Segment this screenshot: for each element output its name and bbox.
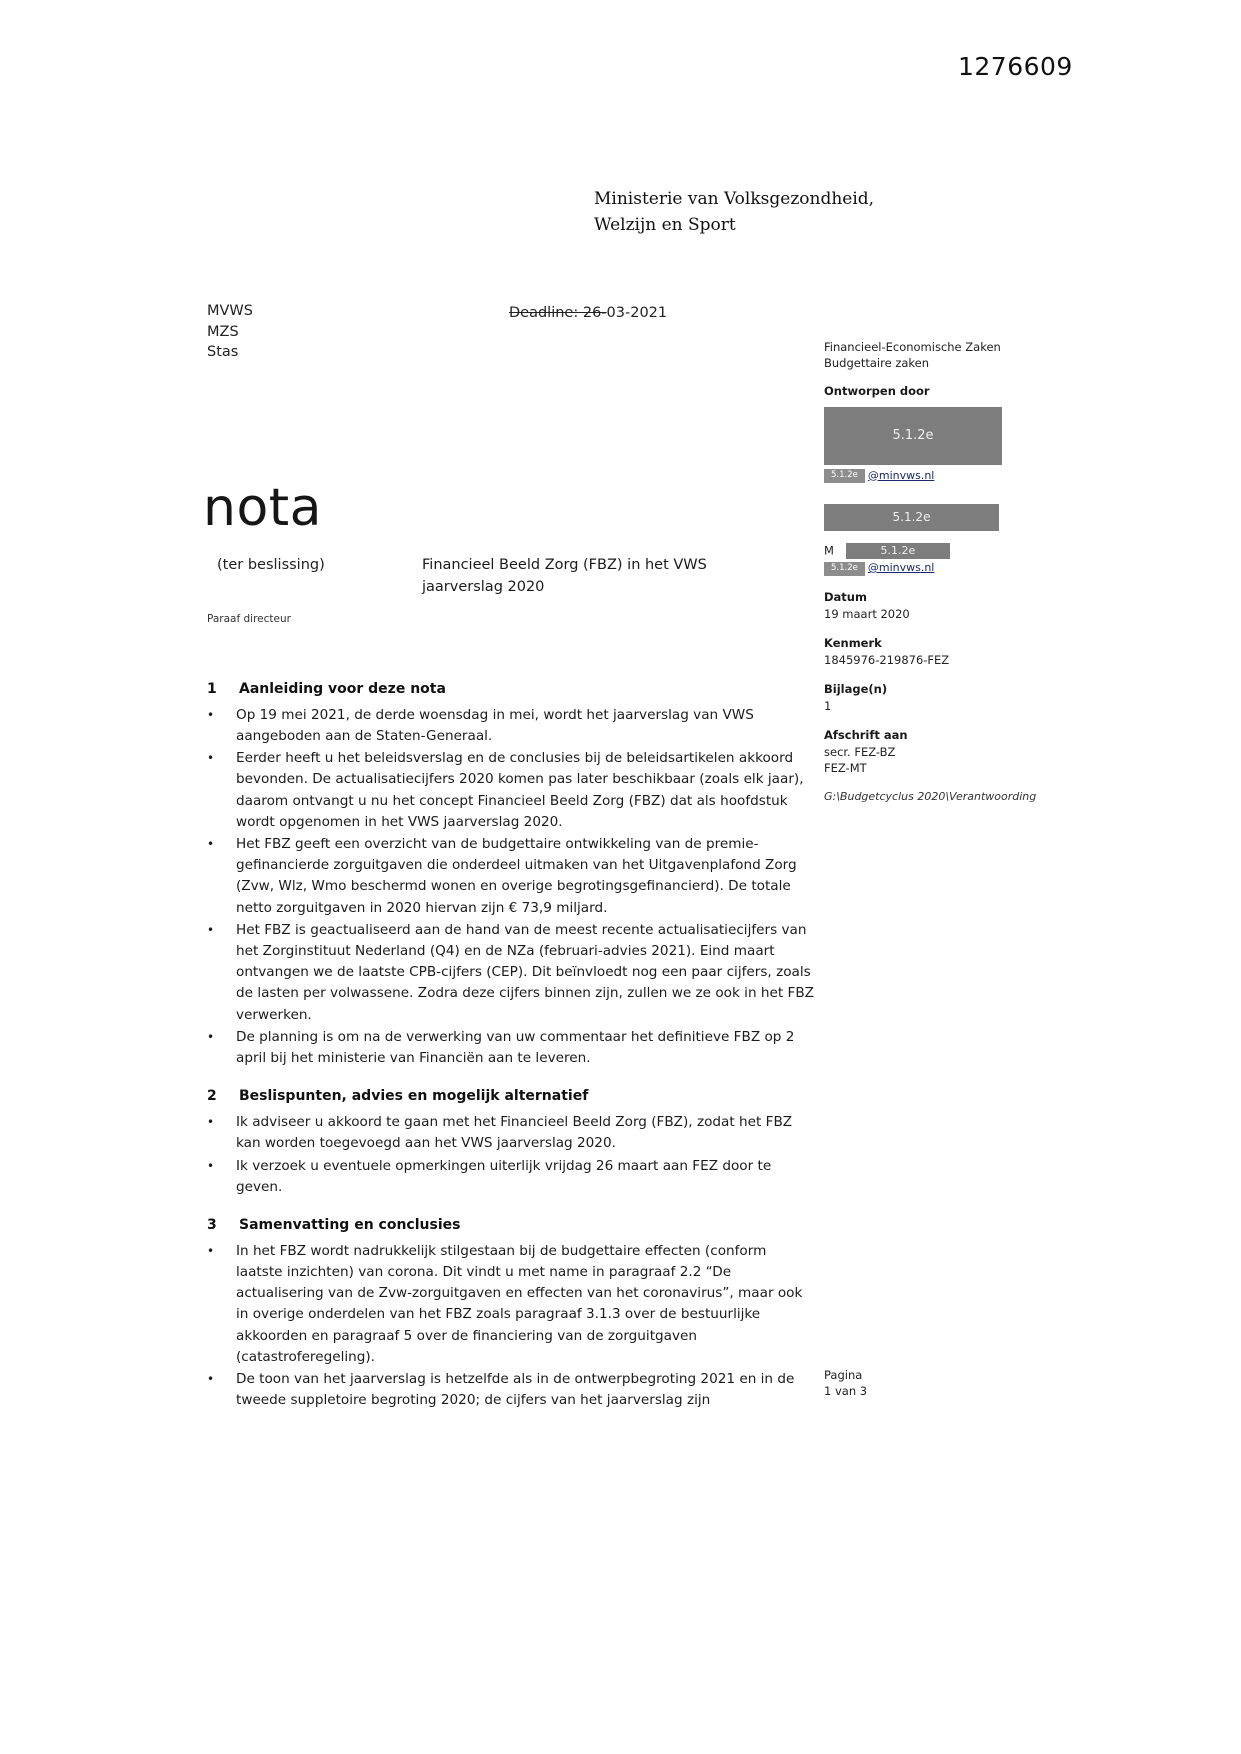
pagina-value: 1 van 3: [824, 1384, 868, 1399]
redaction-code: 5.1.2e: [892, 510, 931, 525]
list-item: [207, 834, 815, 919]
list-item: [207, 920, 815, 1026]
bijlage-value: 1: [824, 699, 832, 714]
section-1: [207, 679, 815, 1069]
section-3-title: Samenvatting en conclusies: [239, 1216, 461, 1233]
bullet-text: Het FBZ geeft een overzicht van de budgettaire ontwikkeling van de premie-gefinancierde zorguitgaven die onderdeel uitmaken van het Uitgavenplafond Zorg (Zvw, Wlz, Wmo beschermd wonen en overige begrotingsgefinancierd). De totale netto zorguitgaven in 2020 hiervan zijn € 73,9 miljard.: [236, 836, 797, 916]
deadline-text: [509, 305, 667, 321]
section-2-title: Beslispunten, advies en mogelijk alternatief: [239, 1088, 589, 1105]
page-title: nota: [203, 478, 323, 538]
mobile-label: M: [824, 543, 834, 558]
kenmerk-value: 1845976-219876-FEZ: [824, 653, 950, 668]
pagina-label: Pagina: [824, 1368, 863, 1382]
bullet-text: Eerder heeft u het beleidsverslag en de conclusies bij de beleidsartikelen akkoord bevonden. De actualisatiecijfers 2020 komen pas later beschikbaar (zoals elk jaar), daarom ontvangt u nu het concept Financieel Beeld Zorg (FBZ) dat als hoofdstuk wordt opgenomen in het VWS jaarverslag 2020.: [236, 750, 804, 830]
bullet-icon: •: [207, 1115, 215, 1130]
section-2-number: 2: [207, 1088, 217, 1105]
list-item: [207, 748, 815, 833]
department-line1: Financieel-Economische Zaken: [824, 340, 1001, 354]
redaction-block-email-local: 5.1.2e: [824, 469, 865, 483]
bullet-icon: •: [207, 1029, 215, 1044]
section-2: [207, 1086, 815, 1198]
subject-title: [422, 555, 707, 599]
secondary-email-row: [824, 561, 1039, 577]
addressee-mzs: MZS: [207, 323, 239, 340]
deadline-struck: Deadline: 26-: [509, 305, 607, 321]
file-path: G:\Budgetcyclus 2020\Verantwoording: [824, 790, 1037, 804]
section-1-title: Aanleiding voor deze nota: [239, 681, 446, 697]
subject-line1: Financieel Beeld Zorg (FBZ) in het VWS: [422, 557, 707, 573]
bullet-text: De planning is om na de verwerking van uw commentaar het definitieve FBZ op 2 april bij het ministerie van Financiën aan te leveren.: [236, 1028, 795, 1067]
redaction-code: 5.1.2e: [892, 427, 934, 443]
redaction-block-author: [824, 407, 1002, 465]
list-item: [207, 1112, 815, 1154]
datum-label: Datum: [824, 589, 867, 604]
ontworpen-door-label: Ontworpen door: [824, 384, 930, 399]
section-1-number: 1: [207, 681, 217, 697]
afschrift-label: Afschrift aan: [824, 727, 908, 742]
redaction-block-secondary: [824, 504, 999, 531]
subject-line2: jaarverslag 2020: [422, 578, 545, 595]
section-3-number: 3: [207, 1216, 217, 1233]
section-3-heading: [207, 1215, 815, 1237]
department-line2: Budgettaire zaken: [824, 355, 930, 370]
document-body: [207, 662, 815, 1421]
list-item: [207, 1027, 815, 1069]
bullet-text: Ik verzoek u eventuele opmerkingen uiterlijk vrijdag 26 maart aan FEZ door te geven.: [236, 1157, 772, 1195]
redaction-block-email2-local: 5.1.2e: [824, 562, 865, 576]
paraaf-directeur-label: Paraaf directeur: [207, 613, 291, 625]
bullet-icon: •: [207, 1371, 215, 1386]
bullet-icon: •: [207, 707, 215, 722]
bullet-text: Ik adviseer u akkoord te gaan met het Financieel Beeld Zorg (FBZ), zodat het FBZ kan worden toegevoegd aan het VWS jaarverslag 2020.: [236, 1114, 793, 1152]
deadline-rest: 03-2021: [606, 305, 668, 321]
addressee-list: [207, 301, 253, 363]
ministry-line2: Welzijn en Sport: [594, 215, 736, 236]
addressee-stas: Stas: [207, 344, 239, 361]
redaction-block-phone: 5.1.2e: [846, 543, 950, 559]
section-3: [207, 1215, 815, 1411]
bullet-icon: •: [207, 751, 215, 766]
list-item: [207, 1156, 815, 1198]
bullet-icon: •: [207, 1158, 215, 1173]
secondary-email-link[interactable]: @minvws.nl: [867, 561, 935, 575]
ministry-line1: Ministerie van Volksgezondheid,: [594, 189, 875, 209]
author-email-row: [824, 469, 1039, 485]
list-item: [207, 1369, 815, 1411]
metadata-sidebar: [824, 340, 1039, 805]
bullet-icon: •: [207, 922, 215, 937]
list-item: [207, 1241, 815, 1368]
bullet-icon: •: [207, 1243, 215, 1258]
bullet-text: In het FBZ wordt nadrukkelijk stilgestaan bij de budgettaire effecten (conform laatste inzichten) van corona. Dit vindt u met name in paragraaf 2.2 “De actualisering van de Zvw-zorguitgaven en effecten van het coronavirus”, maar ook in overige onderdelen van het FBZ zoals paragraaf 3.1.3 over de bestuurlijke akkoorden en paragraaf 5 over de financiering van de zorguitgaven (catastroferegeling).: [236, 1242, 803, 1365]
ter-beslissing-label: (ter beslissing): [217, 557, 325, 573]
page-footer: [824, 1367, 867, 1399]
section-2-heading: [207, 1086, 815, 1108]
document-number: 1276609: [958, 52, 1073, 81]
bullet-text: De toon van het jaarverslag is hetzelfde als in de ontwerpbegroting 2021 en in de tweede suppletoire begroting 2020; de cijfers van het jaarverslag zijn: [236, 1370, 795, 1409]
afschrift-value2: FEZ-MT: [824, 760, 867, 775]
section-1-heading: [207, 679, 815, 701]
addressee-mvws: MVWS: [207, 303, 253, 319]
ministry-header: [594, 186, 874, 239]
bijlage-label: Bijlage(n): [824, 681, 888, 696]
afschrift-value1: secr. FEZ-BZ: [824, 745, 896, 760]
kenmerk-label: Kenmerk: [824, 635, 882, 650]
mobile-row: [824, 543, 1039, 559]
bullet-text: Op 19 mei 2021, de derde woensdag in mei, wordt het jaarverslag van VWS aangeboden aan de Staten-Generaal.: [236, 706, 754, 745]
bullet-icon: •: [207, 837, 215, 852]
bullet-text: Het FBZ is geactualiseerd aan de hand van de meest recente actualisatiecijfers van het Zorginstituut Nederland (Q4) en de NZa (februari-advies 2021). Eind maart ontvangen we de laatste CPB-cijfers (CEP). Dit beïnvloedt nog een paar cijfers, zoals de lasten per volwassene. Zodra deze cijfers binnen zijn, zullen we ze ook in het FBZ verwerken.: [236, 921, 814, 1023]
datum-value: 19 maart 2020: [824, 607, 910, 622]
list-item: [207, 705, 815, 747]
author-email-link[interactable]: @minvws.nl: [867, 468, 935, 482]
